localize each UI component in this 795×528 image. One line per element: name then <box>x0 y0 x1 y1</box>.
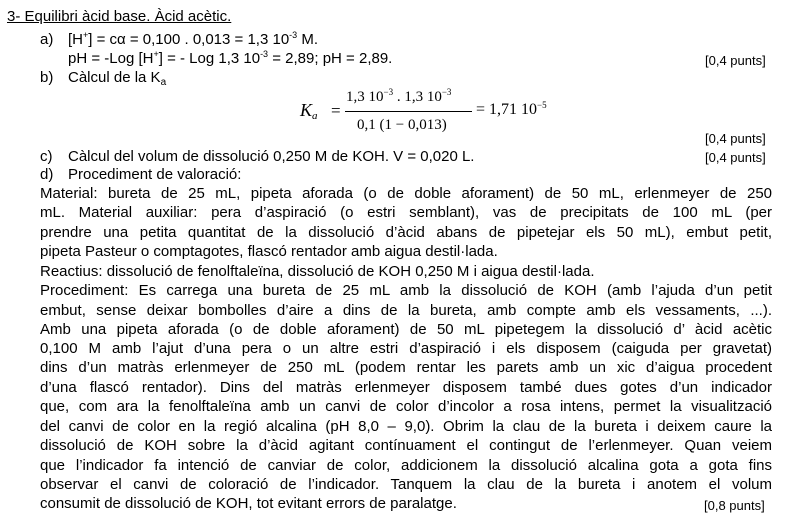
part-a-line-1-exp: -3 <box>289 30 298 40</box>
part-a-marker: a) <box>40 31 54 48</box>
formula-result-value: = 1,71 10 <box>476 101 538 118</box>
formula-lhs <box>300 100 318 121</box>
formula-equals: = <box>331 101 341 120</box>
part-d-label: Procediment de valoració: <box>68 166 242 183</box>
formula-num-a-exp: −3 <box>383 87 394 97</box>
part-d-line: observar el canvi de coloració de l’indicador. Tanquem la clau de la bureta i anotem el volum <box>40 476 772 493</box>
part-d-line: d’una flascó rentador). Dins del matràs erlenmeyer disposem també dues gotes d’un indicador <box>40 379 772 396</box>
part-c-marker: c) <box>40 148 53 165</box>
formula-lhs-sub: a <box>312 110 318 122</box>
part-a-line-1-unit: M. <box>297 31 319 48</box>
part-a-line-2-exp: -3 <box>260 49 269 59</box>
part-d-line: que l’indicador fa intenció de canviar de color, addicionem la dissolució alcalina gota a gota fins <box>40 457 772 474</box>
part-d-line: Amb una pipeta aforada (o de doble aforament) de 50 mL pipetegem la dissolució d’ àcid acètic <box>40 321 772 338</box>
part-d-line: Reactius: dissolució de fenolftaleïna, dissolució de KOH 0,250 M i aigua destil·lada. <box>40 263 595 280</box>
part-a-line-1-h: [H <box>68 31 83 48</box>
part-d-points: [0,8 punts] <box>704 498 765 513</box>
formula-num-a: 1,3 10 <box>346 89 384 105</box>
formula-result <box>476 101 547 119</box>
part-a-line-2 <box>68 50 392 67</box>
formula-num-b: . 1,3 10 <box>393 89 442 105</box>
part-d-marker: d) <box>40 166 54 183</box>
formula-num-b-exp: −3 <box>441 87 452 97</box>
part-a-line-1-plus: + <box>83 30 89 40</box>
part-a-line-2-plus: + <box>153 49 159 59</box>
part-d-line: 0,100 M amb l’ajut d’una pera o un altre estri d’aspiració i els disposem (caiguda per gravetat) <box>40 340 772 357</box>
part-a-line-2-mid: ] = - Log 1,3 10 <box>158 50 261 67</box>
part-a-line-2-end: = 2,89; pH = 2,89. <box>268 50 393 67</box>
part-a-line-2-start: pH = -Log [H <box>68 50 154 67</box>
part-a-line-1 <box>68 31 318 48</box>
part-b-label-text: Càlcul de la K <box>68 69 161 86</box>
section-title: 3- Equilibri àcid base. Àcid acètic. <box>7 8 232 25</box>
part-d-line: que, com ara la fenolftaleïna amb un canvi de color d’incolor a rosa intens, permet la visualització <box>40 398 772 415</box>
part-a-points: [0,4 punts] <box>705 53 766 68</box>
part-b-points: [0,4 punts] <box>705 131 766 146</box>
part-d-line: dins d’un matràs erlenmeyer de 250 mL (podem rentar les parets amb un xic d’aigua procedent <box>40 359 772 376</box>
formula-numerator <box>346 89 451 106</box>
part-d-line: Material: bureta de 25 mL, pipeta aforada (o de doble aforament) de 50 mL, erlenmeyer de 250 <box>40 185 772 202</box>
part-d-line: del canvi de color en la regió alcalina (pH 8,0 – 9,0). Obrim la clau de la bureta i deixem caure la <box>40 418 772 435</box>
formula-fraction-bar <box>345 111 472 112</box>
part-a-line-1-rest: ] = cα = 0,100 . 0,013 = 1,3 10 <box>88 31 290 48</box>
part-d-line: embut, sense deixar bombolles d’aire a dins de la bureta, amb compte amb els vessaments, ...). <box>40 302 772 319</box>
part-b-label <box>68 69 166 86</box>
part-d-line: dissolució de KOH sobre la d’àcid agitant contínuament el contingut de l’erlenmeyer. Quan veiem <box>40 437 772 454</box>
part-b-label-sub: a <box>160 77 167 88</box>
part-d-line: mL. Material auxiliar: pera d’aspiració (o estri semblant), vas de precipitats de 100 mL (per <box>40 204 772 221</box>
part-b-marker: b) <box>40 69 54 86</box>
formula-result-exp: −5 <box>537 100 547 110</box>
part-d-line: Procediment: Es carrega una bureta de 25 mL amb la dissolució de KOH (amb l’ajuda d’un petit <box>40 282 772 299</box>
part-d-line: pipeta Pasteur o comptagotes, flascó rentador amb aigua destil·lada. <box>40 243 498 260</box>
part-c-points: [0,4 punts] <box>705 150 766 165</box>
formula-denominator: 0,1 (1 − 0,013) <box>357 117 447 133</box>
part-d-line: consumit de dissolució de KOH, tot evitant errors de paralatge. <box>40 495 457 512</box>
formula-lhs-k: K <box>300 100 313 120</box>
part-d-line: prendre una petita quantitat de la dissolució d’àcid abans de pipetejar els 50 mL), embut petit, <box>40 224 772 241</box>
part-c-text: Càlcul del volum de dissolució 0,250 M de KOH. V = 0,020 L. <box>68 148 475 165</box>
